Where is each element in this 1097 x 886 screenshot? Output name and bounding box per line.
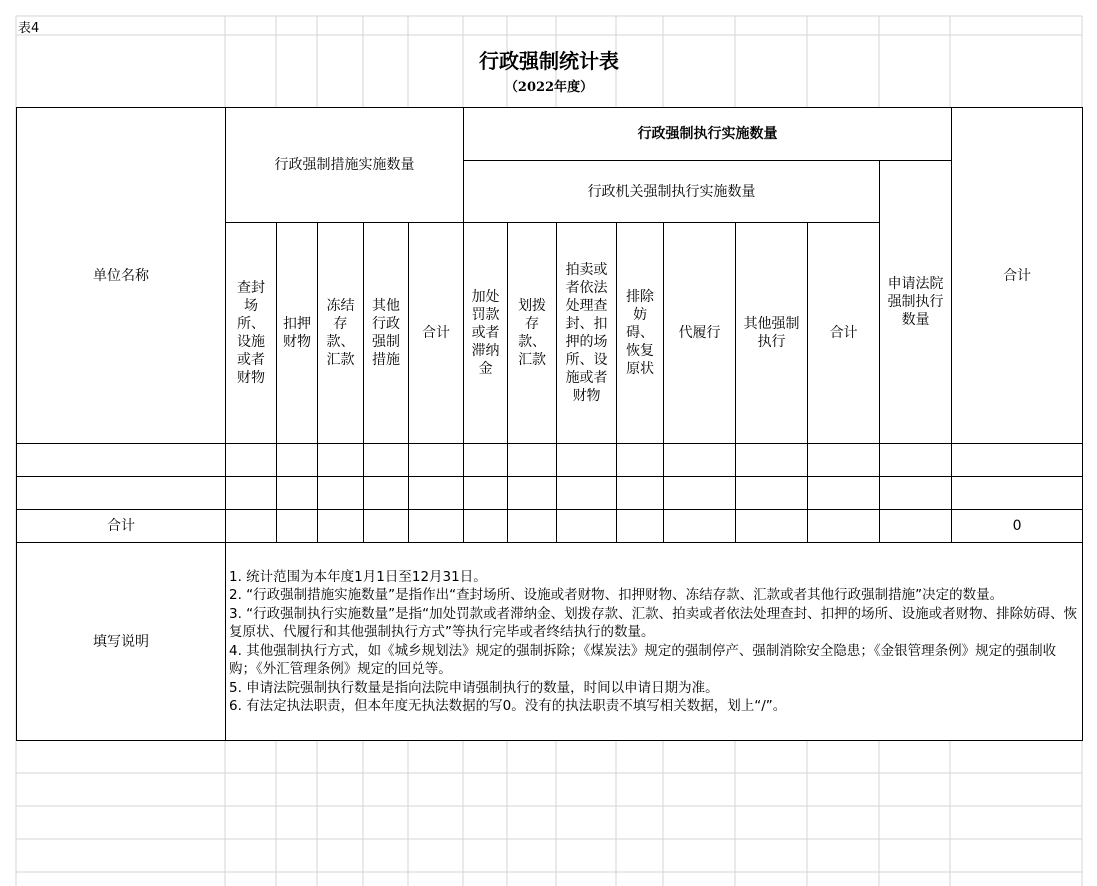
data-cell[interactable] [364, 477, 409, 510]
data-cell[interactable] [464, 477, 508, 510]
data-cell[interactable] [226, 444, 277, 477]
header-col-seal [226, 223, 277, 444]
data-cell[interactable] [808, 444, 880, 477]
note-2: 2. “行政强制措施实施数量”是指作出“查封场所、设施或者财物、扣押财物、冻结存款、汇款或者其他行政强制措施”决定的数量。 [229, 587, 1004, 603]
note-1: 1. 统计范围为本年度1月1日至12月31日。 [229, 568, 487, 585]
note-5: 5. 申请法院强制执行数量是指向法院申请强制执行的数量，时间以申请日期为准。 [229, 679, 719, 696]
data-cell[interactable] [617, 477, 664, 510]
data-cell[interactable] [226, 510, 277, 543]
header-court-application-label: 申请法院强制执行数量 [887, 276, 944, 328]
header-measures-group: 行政强制措施实施数量 [226, 108, 464, 223]
note-6: 6. 有法定执法职责，但本年度无执法数据的写0。没有的执法职责不填写相关数据，划上“/”。 [229, 698, 787, 714]
data-cell[interactable] [557, 477, 617, 510]
data-cell[interactable] [808, 510, 880, 543]
data-cell[interactable] [736, 477, 808, 510]
header-court-application [880, 161, 952, 444]
header-col-remove-obstruction [617, 223, 664, 444]
data-cell[interactable] [880, 477, 952, 510]
header-col-seize-label: 扣押财物 [283, 316, 311, 350]
data-cell[interactable] [617, 510, 664, 543]
data-cell[interactable] [508, 444, 557, 477]
data-cell[interactable] [617, 444, 664, 477]
data-cell[interactable] [318, 510, 364, 543]
data-cell[interactable] [508, 510, 557, 543]
data-cell[interactable] [736, 444, 808, 477]
header-col-remove-obstruction-label: 排除妨碍、恢复原状 [626, 289, 655, 377]
data-cell[interactable] [318, 477, 364, 510]
data-cell[interactable] [364, 510, 409, 543]
header-col-measures-total: 合计 [409, 223, 464, 444]
page-subtitle: （2022年度） [504, 80, 594, 95]
total-row-label: 合计 [17, 510, 226, 543]
header-col-seize [277, 223, 318, 444]
data-cell[interactable] [664, 477, 736, 510]
data-cell[interactable] [277, 444, 318, 477]
header-col-transfer [508, 223, 557, 444]
data-cell[interactable] [880, 510, 952, 543]
data-cell[interactable] [664, 510, 736, 543]
header-agency-enforcement-group: 行政机关强制执行实施数量 [464, 161, 880, 223]
header-col-seal-label: 查封场所、设施或者财物 [237, 280, 265, 386]
notes-label: 填写说明 [17, 543, 226, 741]
data-cell[interactable] [952, 444, 1083, 477]
data-cell[interactable] [277, 477, 318, 510]
header-col-other-measures-label: 其他行政强制措施 [372, 298, 400, 368]
table-row [17, 444, 1083, 477]
data-cell[interactable] [226, 477, 277, 510]
total-row [17, 510, 1083, 543]
total-grand-value[interactable]: 0 [952, 510, 1083, 543]
header-col-other-enforcement-label: 其他强制执行 [743, 316, 800, 350]
header-col-penalty-label: 加处罚款或者滞纳金 [471, 289, 500, 377]
data-cell[interactable] [277, 510, 318, 543]
note-3: 3. “行政强制执行实施数量”是指“加处罚款或者滞纳金、划拨存款、汇款、拍卖或者依法处理查封、扣押的场所、设施或者财物、排除妨碍、恢复原状、代履行和其他强制执行方式”等执行完毕或者终结执行的数量。 [229, 605, 1078, 640]
data-cell[interactable] [464, 510, 508, 543]
data-cell[interactable] [409, 510, 464, 543]
notes-row [17, 543, 1083, 741]
data-cell[interactable] [409, 477, 464, 510]
data-cell[interactable] [364, 444, 409, 477]
data-cell[interactable] [736, 510, 808, 543]
header-col-other-measures [364, 223, 409, 444]
header-col-auction [557, 223, 617, 444]
data-cell[interactable] [664, 444, 736, 477]
header-col-substitute: 代履行 [664, 223, 736, 444]
table-row [17, 477, 1083, 510]
statistics-table [16, 107, 1083, 741]
header-col-enforcement-total: 合计 [808, 223, 880, 444]
header-col-freeze [318, 223, 364, 444]
header-enforcement-group: 行政强制执行实施数量 [464, 108, 952, 161]
data-cell[interactable] [808, 477, 880, 510]
data-cell[interactable] [557, 444, 617, 477]
header-col-transfer-label: 划拨存款、汇款 [518, 298, 547, 368]
data-cell[interactable] [318, 444, 364, 477]
header-col-other-enforcement [736, 223, 808, 444]
page-title: 行政强制统计表 [479, 49, 619, 73]
header-col-freeze-label: 冻结存款、汇款 [326, 298, 355, 368]
data-cell[interactable] [880, 444, 952, 477]
header-col-auction-label: 拍卖或者依法处理查封、扣押的场所、设施或者财物 [565, 262, 608, 404]
sheet-label: 表4 [18, 21, 40, 36]
data-cell[interactable] [464, 444, 508, 477]
data-cell[interactable] [409, 444, 464, 477]
row-1-unit[interactable] [17, 444, 226, 477]
header-unit-name: 单位名称 [17, 108, 226, 444]
data-cell[interactable] [508, 477, 557, 510]
row-2-unit[interactable] [17, 477, 226, 510]
note-4: 4. 其他强制执行方式，如《城乡规划法》规定的强制拆除；《煤炭法》规定的强制停产、强制消除安全隐患；《金银管理条例》规定的强制收购；《外汇管理条例》规定的回兑等。 [229, 642, 1057, 677]
header-grand-total: 合计 [952, 108, 1083, 444]
header-col-penalty [464, 223, 508, 444]
data-cell[interactable] [952, 477, 1083, 510]
notes-content [226, 543, 1083, 741]
data-cell[interactable] [557, 510, 617, 543]
